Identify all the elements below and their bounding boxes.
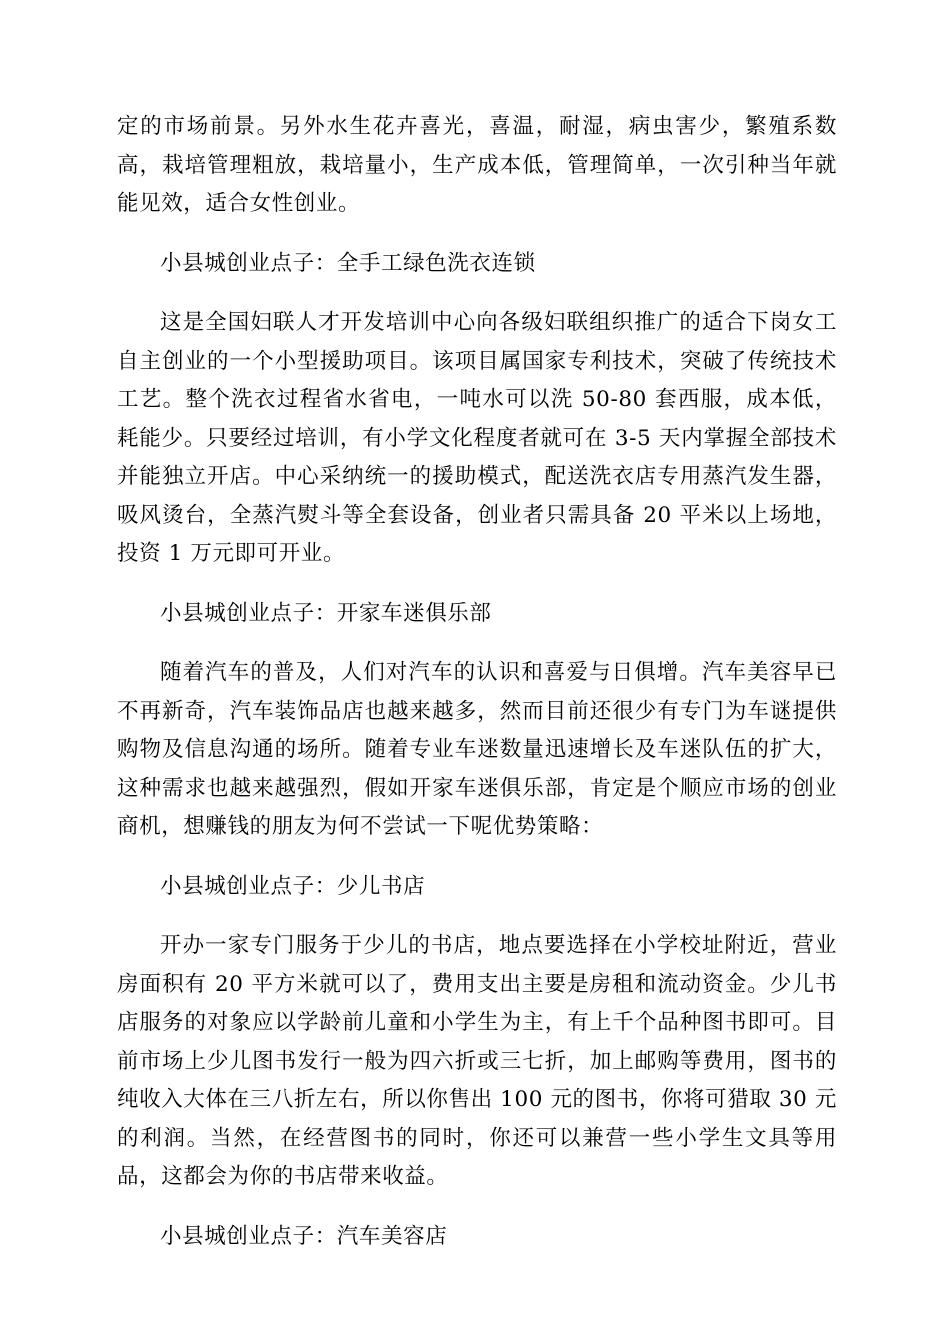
paragraph-kids-bookstore: 开办一家专门服务于少儿的书店，地点要选择在小学校址附近，营业房面积有 20 平方米就可以了，费用支出主要是房租和流动资金。少儿书店服务的对象应以学龄前儿童和小学生为主，有上千个品种图书即可。目前市场上少儿图书发行一般为四六折或三七折，加上邮购等费用，图书的纯收入大体在三八折左右，所以你售出 100 元的图书，你将可猎取 30 元的利润。当然，在经营图书的同时，你还可以兼营一些小学生文具等用品，这都会为你的书店带来收益。 [117, 933, 837, 1189]
paragraph-car-club: 随着汽车的普及，人们对汽车的认识和喜爱与日俱增。汽车美容早已不再新奇，汽车装饰品店也越来越多，然而目前还很少有专门为车谜提供购物及信息沟通的场所。随着专业车迷数量迅速增长及车迷队伍的扩大，这种需求也越来越强烈，假如开家车迷俱乐部，肯定是个顺应市场的创业商机，想赚钱的朋友为何不尝试一下呢优势策略： [117, 660, 837, 839]
section-heading-laundry: 小县城创业点子：全手工绿色洗衣连锁 [160, 250, 536, 276]
paragraph-continued: 定的市场前景。另外水生花卉喜光，喜温，耐湿，病虫害少，繁殖系数高，栽培管理粗放，栽培量小，生产成本低，管理简单，一次引种当年就能见效，适合女性创业。 [117, 114, 837, 216]
paragraph-laundry: 这是全国妇联人才开发培训中心向各级妇联组织推广的适合下岗女工自主创业的一个小型援助项目。该项目属国家专利技术，突破了传统技术工艺。整个洗衣过程省水省电，一吨水可以洗 50-80 套西服，成本低，耗能少。只要经过培训，有小学文化程度者就可在 3-5 天内掌握全部技术并能独立开店。中心采纳统一的援助模式，配送洗衣店专用蒸汽发生器，吸风烫台，全蒸汽熨斗等全套设备，创业者只需具备 20 平米以上场地，投资 1 万元即可开业。 [117, 310, 837, 566]
section-heading-kids-bookstore: 小县城创业点子：少儿书店 [160, 873, 426, 899]
section-heading-car-club: 小县城创业点子：开家车迷俱乐部 [160, 600, 492, 626]
document-body [117, 108, 837, 1277]
section-heading-car-beauty: 小县城创业点子：汽车美容店 [160, 1223, 448, 1249]
